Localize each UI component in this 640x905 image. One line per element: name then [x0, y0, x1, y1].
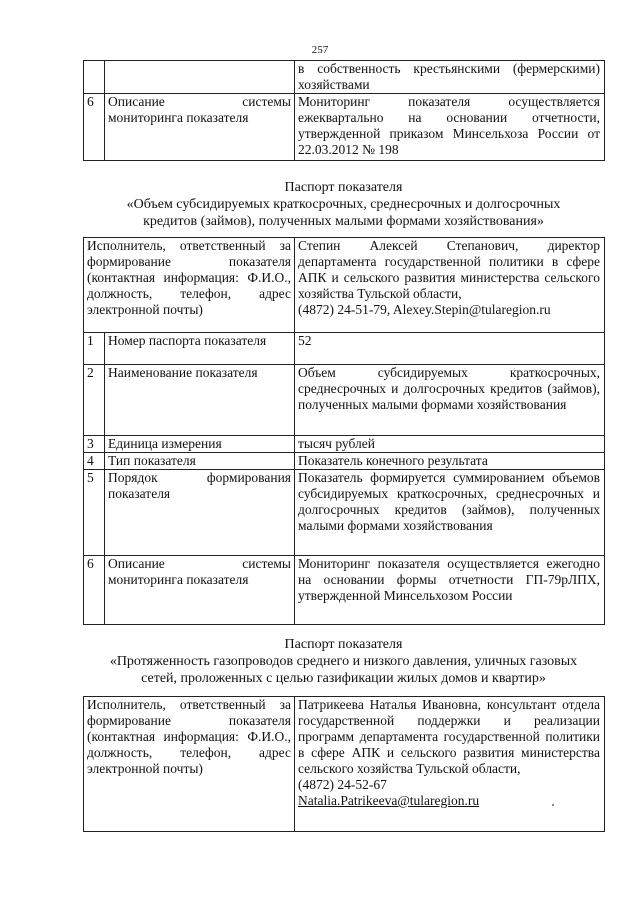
scan-speck [552, 804, 554, 806]
passport-1-title: Паспорт показателя [284, 180, 403, 195]
row-label: Наименование показателя [105, 365, 295, 436]
row-number [84, 61, 105, 94]
row-label: Описание системы мониторинга показателя [105, 556, 295, 625]
row-value: в собственность крестьянскими (фермерскими) хозяйствами [295, 61, 605, 94]
row-label: Единица измерения [105, 436, 295, 453]
row-value: 52 [295, 333, 605, 365]
row-label: Порядок формирования показателя [105, 470, 295, 556]
row-value: Показатель конечного результата [295, 453, 605, 470]
table-row [84, 436, 605, 453]
continuation-table [83, 60, 605, 161]
executor-cell [295, 238, 605, 333]
row-value: тысяч рублей [295, 436, 605, 453]
passport-2-heading [83, 636, 604, 687]
row-label: Номер паспорта показателя [105, 333, 295, 365]
row-number: 5 [84, 470, 105, 556]
row-number: 2 [84, 365, 105, 436]
table-row [84, 61, 605, 94]
passport-1-subtitle: «Объем субсидируемых краткосрочных, среднесрочных и долгосрочных кредитов (займов), полученных малыми формами хозяйствования» [126, 197, 561, 229]
passport-1-table [83, 237, 605, 625]
row-value: Мониторинг показателя осуществляется ежеквартально на основании отчетности, утвержденной приказом Минсельхоза России от 22.03.2012 № 198 [295, 94, 605, 161]
executor-phone: (4872) 24-52-67 [298, 777, 387, 792]
row-number: 4 [84, 453, 105, 470]
executor-email: Natalia.Patrikeeva@tularegion.ru [298, 793, 480, 808]
passport-2-subtitle: «Протяженность газопроводов среднего и низкого давления, уличных газовых сетей, проложенных с целью газификации жилых домов и квартир» [109, 654, 578, 686]
row-number: 6 [84, 556, 105, 625]
table-row [84, 365, 605, 436]
row-value: Объем субсидируемых краткосрочных, среднесрочных и долгосрочных кредитов (займов), полученных малыми формами хозяйствования [295, 365, 605, 436]
row-value: Мониторинг показателя осуществляется ежегодно на основании формы отчетности ГП-79рЛПХ, утвержденной Минсельхозом России [295, 556, 605, 625]
executor-value: Степин Алексей Степанович, директор департамента государственной политики в сфере АПК и сельского развития министерства сельского хозяйства Тульской области, [298, 238, 601, 301]
row-number: 6 [84, 94, 105, 161]
table-row [84, 556, 605, 625]
executor-value: Патрикеева Наталья Ивановна, консультант отдела государственной поддержки и реализации программ департамента государственной политики в сфере АПК и сельского развития министерства сельского хозяйства Тульской области, [298, 697, 600, 776]
row-label: Тип показателя [105, 453, 295, 470]
executor-row [84, 697, 605, 832]
row-value: Показатель формируется суммированием объемов субсидируемых краткосрочных, среднесрочных и долгосрочных кредитов (займов), полученных малыми формами хозяйствования [295, 470, 605, 556]
row-number: 3 [84, 436, 105, 453]
executor-cell [295, 697, 605, 832]
passport-2-table [83, 696, 605, 832]
table-row [84, 453, 605, 470]
passport-1-heading [83, 179, 604, 230]
row-label: Описание системы мониторинга показателя [105, 94, 295, 161]
executor-row [84, 238, 605, 333]
table-row [84, 470, 605, 556]
row-label [105, 61, 295, 94]
row-number: 1 [84, 333, 105, 365]
table-row [84, 333, 605, 365]
table-row [84, 94, 605, 161]
executor-label: Исполнитель, ответственный за формирование показателя (контактная информация: Ф.И.О., должность, телефон, адрес электронной почты) [84, 697, 295, 832]
page-number: 257 [311, 44, 329, 56]
passport-2-title: Паспорт показателя [284, 637, 403, 652]
executor-label: Исполнитель, ответственный за формирование показателя (контактная информация: Ф.И.О., должность, телефон, адрес электронной почты) [84, 238, 295, 333]
executor-contact: (4872) 24-51-79, Alexey.Stepin@tularegion.ru [298, 302, 551, 317]
